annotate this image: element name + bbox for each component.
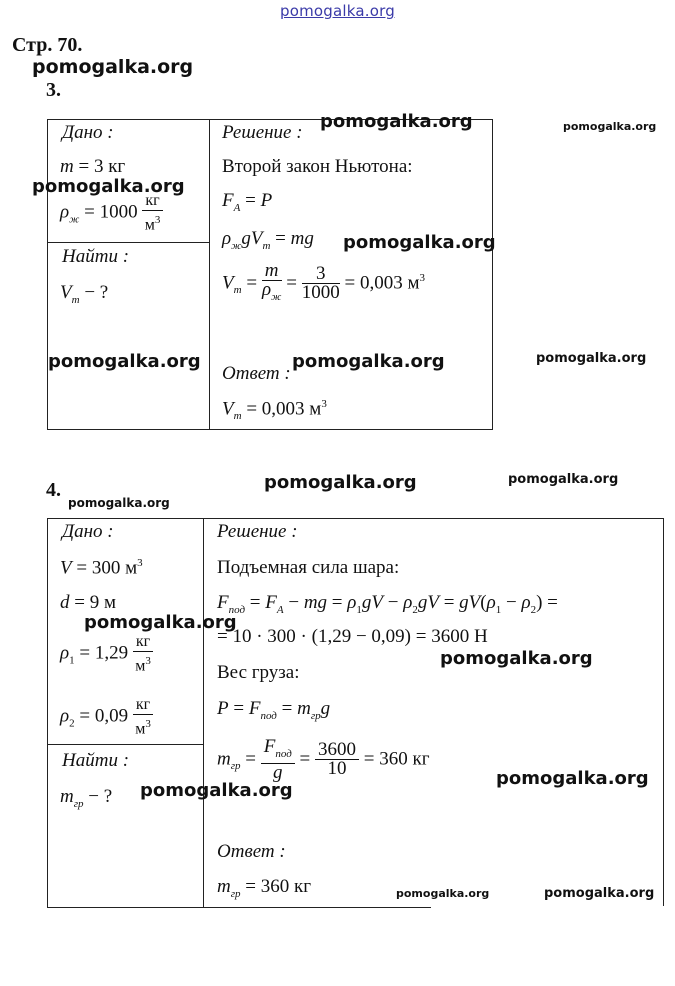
p3-find-value: $V_т$ − ? [60,282,109,306]
watermark: pomogalka.org [48,351,201,372]
watermark: pomogalka.org [264,472,417,493]
watermark: pomogalka.org [32,56,194,78]
p4-given-rho2: $\rho_2 = 0,09$ $\frac{кг}{м^3}$ [60,696,153,738]
watermark: pomogalka.org [563,120,657,133]
p4-given-rho1: $\rho_1 = 1,29$ $\frac{кг}{м^3}$ [60,633,153,675]
p4-answer: $m_{гр} = 360$ кг [217,876,312,900]
p3-answer-header: Ответ : [222,363,291,384]
p4-lift-label: Подъемная сила шара: [217,557,400,578]
p4-answer-header: Ответ : [217,841,286,862]
watermark: pomogalka.org [440,648,593,669]
p3-law: Второй закон Ньютона: [222,156,413,177]
p4-weight-label: Вес груза: [217,662,300,683]
watermark: pomogalka.org [320,111,473,132]
watermark: pomogalka.org [68,496,170,510]
watermark: pomogalka.org [508,472,619,487]
watermark: pomogalka.org [292,351,445,372]
p3-answer: $V_т = 0,003$ $м^3$ [222,398,327,423]
p3-solution-header: Решение : [222,122,303,143]
p4-find-header: Найти : [62,750,130,771]
p3-eq1: $F_A = P$ [222,190,273,214]
p4-eq4: $m_{гр}$ = $\frac{F_{под}}{g}$ = $\frac{3600}{10}$ = 360 кг [217,736,430,783]
watermark: pomogalka.org [544,886,655,901]
watermark-top: pomogalka.org [280,2,395,20]
page-title: Стр. 70. [12,34,83,56]
p3-given-header: Дано : [62,122,114,143]
watermark: pomogalka.org [496,768,649,789]
p4-given-volume: V = 300 $м^3$ [60,557,143,579]
problem-4-number: 4. [46,479,61,501]
watermark: pomogalka.org [396,887,490,900]
watermark: pomogalka.org [140,780,293,801]
watermark: pomogalka.org [84,612,237,633]
watermark: pomogalka.org [536,351,647,366]
p4-find-value: $m_{гр}$ − ? [60,786,113,810]
p4-eq1: $F_{под} = F_A$ − mg = $\rho_1gV - \rho_2gV = gV(\rho_1 - \rho_2)$ = [217,592,558,616]
p4-eq3: $P = F_{под} = m_{гр}g$ [217,698,331,722]
watermark: pomogalka.org [32,176,185,197]
p4-eq2: = 10 · 300 · (1,29 − 0,09) = 3600 Н [217,626,488,647]
p3-given-mass: m = 3 кг [60,156,126,177]
p3-eq3: $V_т$ = $\frac{m}{\rho_ж}$ = $\frac{3}{1000}$ = 0,003 $м^3$ [222,260,425,304]
p4-solution-header: Решение : [217,521,298,542]
p4-given-header: Дано : [62,521,114,542]
p3-eq2: $\rho_жgV_т$ = mg [222,228,314,252]
p3-find-header: Найти : [62,246,130,267]
watermark: pomogalka.org [343,232,496,253]
p3-given-density: $\rho_ж = 1000$ $\frac{кг}{м^3}$ [60,192,163,234]
problem-3-number: 3. [46,79,61,101]
p4-given-diameter: d = 9 м [60,592,116,613]
